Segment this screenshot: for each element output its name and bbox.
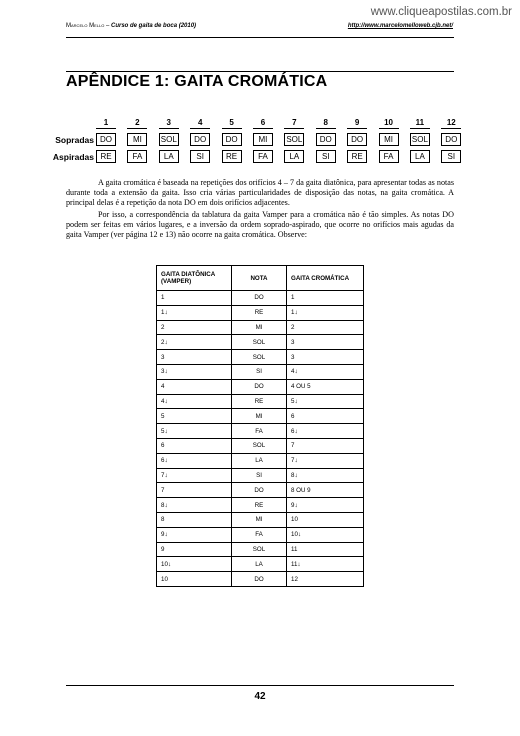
page-number: 42 xyxy=(254,691,266,702)
table-row xyxy=(157,468,364,483)
chromatic-hole: 8 OU 9 xyxy=(287,483,364,498)
table-row xyxy=(157,512,364,527)
draw-note: SI xyxy=(441,150,461,163)
header-left xyxy=(66,23,196,29)
diatonic-hole: 9↓ xyxy=(157,527,232,542)
diatonic-hole: 4 xyxy=(157,379,232,394)
diatonic-hole: 8 xyxy=(157,512,232,527)
body-text xyxy=(66,178,454,242)
chromatic-hole: 4 OU 5 xyxy=(287,379,364,394)
hole-number: 6 xyxy=(253,116,273,129)
table-row xyxy=(157,453,364,468)
hole-number: 1 xyxy=(96,116,116,129)
table-header-row xyxy=(157,266,364,291)
note-name: RE xyxy=(232,305,287,320)
note-name: RE xyxy=(232,498,287,513)
hole-number: 10 xyxy=(379,116,399,129)
hole-number: 2 xyxy=(127,116,147,129)
hole-number: 5 xyxy=(222,116,242,129)
diatonic-hole: 5↓ xyxy=(157,424,232,439)
blow-note: DO xyxy=(316,133,336,146)
chromatic-hole: 7↓ xyxy=(287,453,364,468)
draw-note: FA xyxy=(127,150,147,163)
running-header xyxy=(66,23,453,29)
chromatic-hole: 3 xyxy=(287,335,364,350)
diatonic-hole: 9 xyxy=(157,542,232,557)
draw-note: RE xyxy=(347,150,367,163)
table-row xyxy=(157,542,364,557)
draw-note: LA xyxy=(159,150,179,163)
chromatic-hole: 10↓ xyxy=(287,527,364,542)
blow-note: DO xyxy=(222,133,242,146)
col-header-note: NOTA xyxy=(232,266,287,291)
watermark-url: www.cliqueapostilas.com.br xyxy=(370,6,512,18)
note-name: SOL xyxy=(232,542,287,557)
table-row xyxy=(157,364,364,379)
diatonic-hole: 6↓ xyxy=(157,453,232,468)
note-name: FA xyxy=(232,527,287,542)
blow-row xyxy=(52,131,473,148)
draw-note: FA xyxy=(253,150,273,163)
conversion-table xyxy=(156,265,364,587)
note-name: DO xyxy=(232,572,287,587)
blow-note: DO xyxy=(441,133,461,146)
diatonic-hole: 10↓ xyxy=(157,557,232,572)
draw-note: RE xyxy=(222,150,242,163)
chromatic-hole: 12 xyxy=(287,572,364,587)
chromatic-hole: 4↓ xyxy=(287,364,364,379)
hole-number: 3 xyxy=(159,116,179,129)
table-row xyxy=(157,305,364,320)
draw-note: SI xyxy=(316,150,336,163)
draw-note: LA xyxy=(284,150,304,163)
table-row xyxy=(157,320,364,335)
note-name: RE xyxy=(232,394,287,409)
hole-number: 4 xyxy=(190,116,210,129)
chromatic-hole: 10 xyxy=(287,512,364,527)
col-header-chromatic: GAITA CROMÁTICA xyxy=(287,266,364,291)
chromatic-hole: 1 xyxy=(287,291,364,306)
table-row xyxy=(157,498,364,513)
note-name: SI xyxy=(232,468,287,483)
header-course: Curso de gaita de boca (2010) xyxy=(111,23,197,29)
draw-note: RE xyxy=(96,150,116,163)
blow-note: DO xyxy=(347,133,367,146)
hole-number: 12 xyxy=(441,116,461,129)
note-name: SOL xyxy=(232,350,287,365)
title-rule xyxy=(66,71,454,72)
note-name: LA xyxy=(232,453,287,468)
draw-note: SI xyxy=(190,150,210,163)
diatonic-hole: 1 xyxy=(157,291,232,306)
header-separator: – xyxy=(104,23,112,29)
blow-note: SOL xyxy=(286,135,303,144)
table-row xyxy=(157,527,364,542)
hole-number: 7 xyxy=(284,116,304,129)
diatonic-hole: 8↓ xyxy=(157,498,232,513)
chromatic-hole: 3 xyxy=(287,350,364,365)
table-row xyxy=(157,438,364,453)
chromatic-hole: 6↓ xyxy=(287,424,364,439)
note-name: LA xyxy=(232,557,287,572)
diatonic-hole: 7↓ xyxy=(157,468,232,483)
table-row xyxy=(157,335,364,350)
table-row xyxy=(157,350,364,365)
draw-note: FA xyxy=(379,150,399,163)
chromatic-hole: 8↓ xyxy=(287,468,364,483)
table-row xyxy=(157,572,364,587)
diatonic-hole: 4↓ xyxy=(157,394,232,409)
chromatic-hole: 1↓ xyxy=(287,305,364,320)
chromatic-hole: 11 xyxy=(287,542,364,557)
chromatic-hole: 6 xyxy=(287,409,364,424)
diatonic-hole: 7 xyxy=(157,483,232,498)
note-name: DO xyxy=(232,291,287,306)
note-name: MI xyxy=(232,320,287,335)
header-author: Marcelo Mello xyxy=(66,23,105,29)
diatonic-hole: 3 xyxy=(157,350,232,365)
diatonic-hole: 2↓ xyxy=(157,335,232,350)
header-rule xyxy=(66,37,454,38)
paragraph: Por isso, a correspondência da tablatura da gaita Vamper para a cromática não é tão simples. As notas DO podem ser feitas em vários lugares, e a inversão da ordem soprado-aspirado, que ocorre no orifícios mais agudas da gaita Vamper (ver página 12 e 13) não ocorre na gaita cromática. Observe: xyxy=(66,210,454,239)
draw-row-label: Aspiradas xyxy=(52,151,94,162)
chromatic-hole: 11↓ xyxy=(287,557,364,572)
col-header-diatonic: GAITA DIATÔNICA (VAMPER) xyxy=(157,266,232,291)
note-name: SOL xyxy=(232,335,287,350)
blow-note: SOL xyxy=(160,135,177,144)
diatonic-hole: 5 xyxy=(157,409,232,424)
note-name: SI xyxy=(232,364,287,379)
chromatic-hole: 9↓ xyxy=(287,498,364,513)
blow-row-label: Sopradas xyxy=(55,134,94,145)
hole-number: 11 xyxy=(410,116,430,129)
note-name: DO xyxy=(232,379,287,394)
footer-rule xyxy=(66,685,454,686)
diatonic-hole: 10 xyxy=(157,572,232,587)
hole-number-row xyxy=(52,114,473,131)
chromatic-hole: 2 xyxy=(287,320,364,335)
table-row xyxy=(157,557,364,572)
table-row xyxy=(157,409,364,424)
table-row xyxy=(157,394,364,409)
table-row xyxy=(157,379,364,394)
draw-row xyxy=(52,148,473,165)
note-name: SOL xyxy=(232,438,287,453)
diatonic-hole: 1↓ xyxy=(157,305,232,320)
header-url-link[interactable]: http://www.marcelomelloweb.cjb.net/ xyxy=(347,23,453,29)
diatonic-hole: 2 xyxy=(157,320,232,335)
page-title: APÊNDICE 1: GAITA CROMÁTICA xyxy=(66,73,328,90)
table-row xyxy=(157,424,364,439)
hole-number: 9 xyxy=(347,116,367,129)
chromatic-hole: 5↓ xyxy=(287,394,364,409)
hole-note-grid xyxy=(52,114,473,165)
blow-note: DO xyxy=(96,133,116,146)
blow-note: MI xyxy=(127,133,147,146)
chromatic-hole: 7 xyxy=(287,438,364,453)
note-name: MI xyxy=(232,512,287,527)
note-name: MI xyxy=(232,409,287,424)
hole-number: 8 xyxy=(316,116,336,129)
paragraph: A gaita cromática é baseada na repetições dos orifícios 4 – 7 da gaita diatônica, para apresentar todas as notas durante toda a extensão da gaita. Isso cria várias particularidades de disposição das notas, na gaita cromática. A principal delas é a repetição da nota DO em dois orifícios adjacentes. xyxy=(66,178,454,207)
blow-note: MI xyxy=(379,133,399,146)
note-name: DO xyxy=(232,483,287,498)
note-name: FA xyxy=(232,424,287,439)
blow-note: DO xyxy=(190,133,210,146)
table-row xyxy=(157,483,364,498)
table-row xyxy=(157,291,364,306)
diatonic-hole: 3↓ xyxy=(157,364,232,379)
draw-note: LA xyxy=(410,150,430,163)
diatonic-hole: 6 xyxy=(157,438,232,453)
blow-note: MI xyxy=(253,133,273,146)
blow-note: SOL xyxy=(411,135,428,144)
